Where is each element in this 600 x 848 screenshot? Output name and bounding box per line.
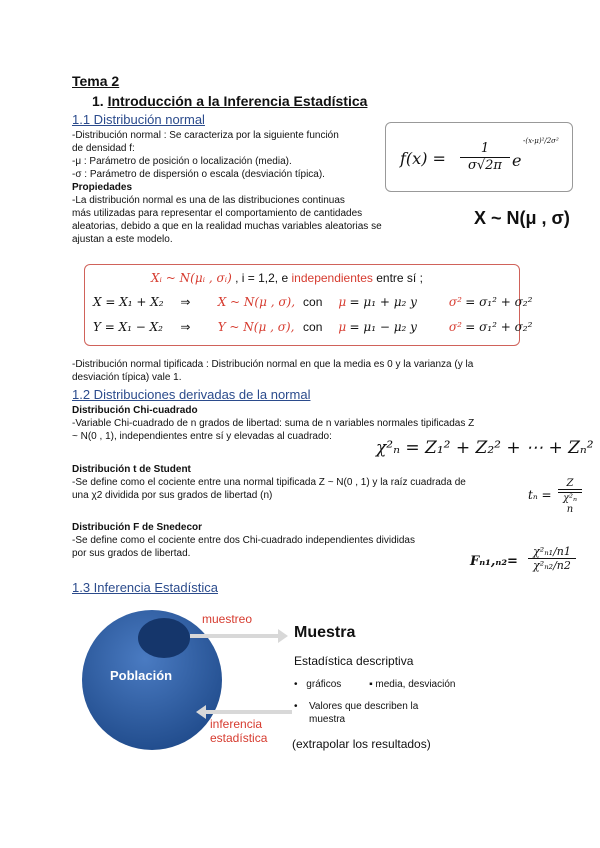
t-denominator-top: χ²ₙ — [558, 492, 582, 504]
entre-si: entre sí ; — [376, 271, 423, 285]
text-line: aleatorias, debido a que en la realidad muchas variables aleatorias se — [72, 221, 382, 232]
f-formula-lhs: Fₙ₁,ₙ₂= — [470, 554, 518, 569]
chi-formula: χ²ₙ = Z₁² + Z₂² + ⋯ + Zₙ² — [376, 438, 594, 458]
independientes-word: independientes — [291, 271, 373, 285]
formula-e: e — [512, 151, 522, 170]
density-formula-box — [385, 122, 573, 192]
text-line: -μ : Parámetro de posición o localización (media). — [72, 156, 292, 167]
poblacion-label: Población — [110, 668, 173, 683]
formula-exponent: -(x-μ)²/2σ² — [523, 137, 559, 145]
mu-symbol: μ — [338, 320, 347, 334]
section-1-2-title: 1.2 Distribuciones derivadas de la normal — [72, 387, 311, 402]
f-numerator: χ²ₙ₁/n1 — [528, 545, 576, 559]
f-title: Distribución F de Snedecor — [72, 522, 203, 533]
mu-sum: = μ₁ + μ₂ y — [349, 295, 417, 309]
text-line: por sus grados de libertad. — [72, 548, 191, 559]
sigma-symbol: σ² — [448, 320, 462, 334]
extrapolar-label: (extrapolar los resultados) — [292, 737, 431, 751]
formula-numerator: 1 — [460, 141, 510, 158]
con-word: con — [303, 320, 323, 334]
text-line: ~ N(0 , 1), independientes entre sí y elevadas al cuadrado: — [72, 431, 332, 442]
sigma-sum: = σ₁² + σ₂² — [465, 295, 533, 309]
inferencia-line-1: inferencia — [210, 717, 263, 731]
mu-diff: = μ₁ − μ₂ y — [349, 320, 417, 334]
text-line: una χ2 dividida por sus grados de libertad (n) — [72, 490, 273, 501]
box-line-1 — [151, 271, 423, 285]
section-heading — [92, 93, 367, 109]
text-line: -σ : Parámetro de dispersión o escala (desviación típica). — [72, 169, 325, 180]
bullet-graficos: gráficos — [306, 679, 342, 690]
muestra-label: Muestra — [294, 624, 356, 641]
sum-lhs: X = X₁ + X₂ — [93, 295, 164, 309]
xi-distribution: Xᵢ ~ N(μᵢ , σᵢ) — [151, 271, 232, 285]
formula-fraction — [460, 141, 510, 173]
section-1-1-title: 1.1 Distribución normal — [72, 112, 205, 127]
inferencia-line-2: estadística — [210, 731, 268, 745]
f-denominator: χ²ₙ₂/n2 — [533, 559, 571, 572]
tema-title: Tema 2 — [72, 73, 120, 89]
text-line: -Distribución normal tipificada : Distribución normal en que la media es 0 y la varianza (y la — [72, 359, 474, 370]
muestreo-label: muestreo — [202, 612, 253, 626]
bullet-row-1 — [294, 679, 455, 690]
bullet-media: ▪ media, desviación — [369, 679, 456, 690]
t-formula-lhs: tₙ = — [528, 488, 552, 502]
chi-title: Distribución Chi-cuadrado — [72, 405, 198, 416]
index-text: , i = 1,2, e — [235, 271, 289, 285]
sigma-sum: = σ₁² + σ₂² — [465, 320, 533, 334]
muestra-subset-ellipse — [138, 618, 190, 658]
diff-distribution: Y ~ N(μ , σ), — [217, 320, 295, 334]
text-line: -Distribución normal : Se caracteriza por la siguiente función — [72, 130, 339, 141]
bullet-dot: • — [294, 701, 298, 712]
sum-distribution: X ~ N(μ , σ), — [217, 295, 296, 309]
text-line: -Se define como el cociente entre una normal tipificada Z ~ N(0 , 1) y la raíz cuadrada de — [72, 477, 466, 488]
t-title: Distribución t de Student — [72, 464, 191, 475]
section-1-3-title: 1.3 Inferencia Estadística — [72, 580, 218, 595]
difference-row — [93, 320, 532, 334]
sum-row — [93, 295, 532, 309]
diff-lhs: Y = X₁ − X₂ — [93, 320, 163, 334]
text-line: -Variable Chi-cuadrado de n grados de libertad: suma de n variables normales tipificadas Z — [72, 418, 475, 429]
text-line: desviación típica) vale 1. — [72, 372, 182, 383]
t-denominator-bottom: n — [566, 504, 574, 515]
f-formula-fraction — [528, 545, 576, 572]
con-word: con — [303, 295, 323, 309]
formula-denominator: σ√2π — [468, 158, 502, 173]
normal-description — [72, 129, 382, 246]
implies-arrow: ⇒ — [180, 320, 191, 334]
text-line: -Se define como el cociente entre dos Chi-cuadrado independientes divididas — [72, 535, 415, 546]
heading-title: Introducción a la Inferencia Estadística — [107, 93, 368, 109]
text-line: ajustan a este modelo. — [72, 234, 173, 245]
inferencia-label — [210, 717, 267, 745]
normal-notation: X ~ N(μ , σ) — [474, 208, 570, 228]
sigma-symbol: σ² — [448, 295, 462, 309]
t-formula-fraction — [558, 478, 582, 515]
t-block — [72, 463, 532, 502]
bullet-row-2 — [294, 700, 418, 726]
bullet-dot: • — [294, 679, 298, 690]
f-block — [72, 521, 472, 560]
bullet-muestra: muestra — [309, 714, 346, 725]
sum-properties-box — [84, 264, 533, 346]
bullet-valores: Valores que describen la — [309, 701, 419, 712]
implies-arrow: ⇒ — [180, 295, 191, 309]
tipificada-text — [72, 358, 532, 384]
text-line: -La distribución normal es una de las distribuciones continuas — [72, 195, 345, 206]
heading-number: 1. — [92, 93, 104, 109]
mu-symbol: μ — [338, 295, 347, 309]
text-line: de densidad f: — [72, 143, 135, 154]
t-numerator: Z — [558, 478, 582, 490]
propiedades-title: Propiedades — [72, 182, 133, 193]
descriptiva-label: Estadística descriptiva — [294, 654, 414, 668]
formula-fx: f(x) = — [400, 149, 446, 168]
text-line: más utilizadas para representar el comportamiento de cantidades — [72, 208, 363, 219]
